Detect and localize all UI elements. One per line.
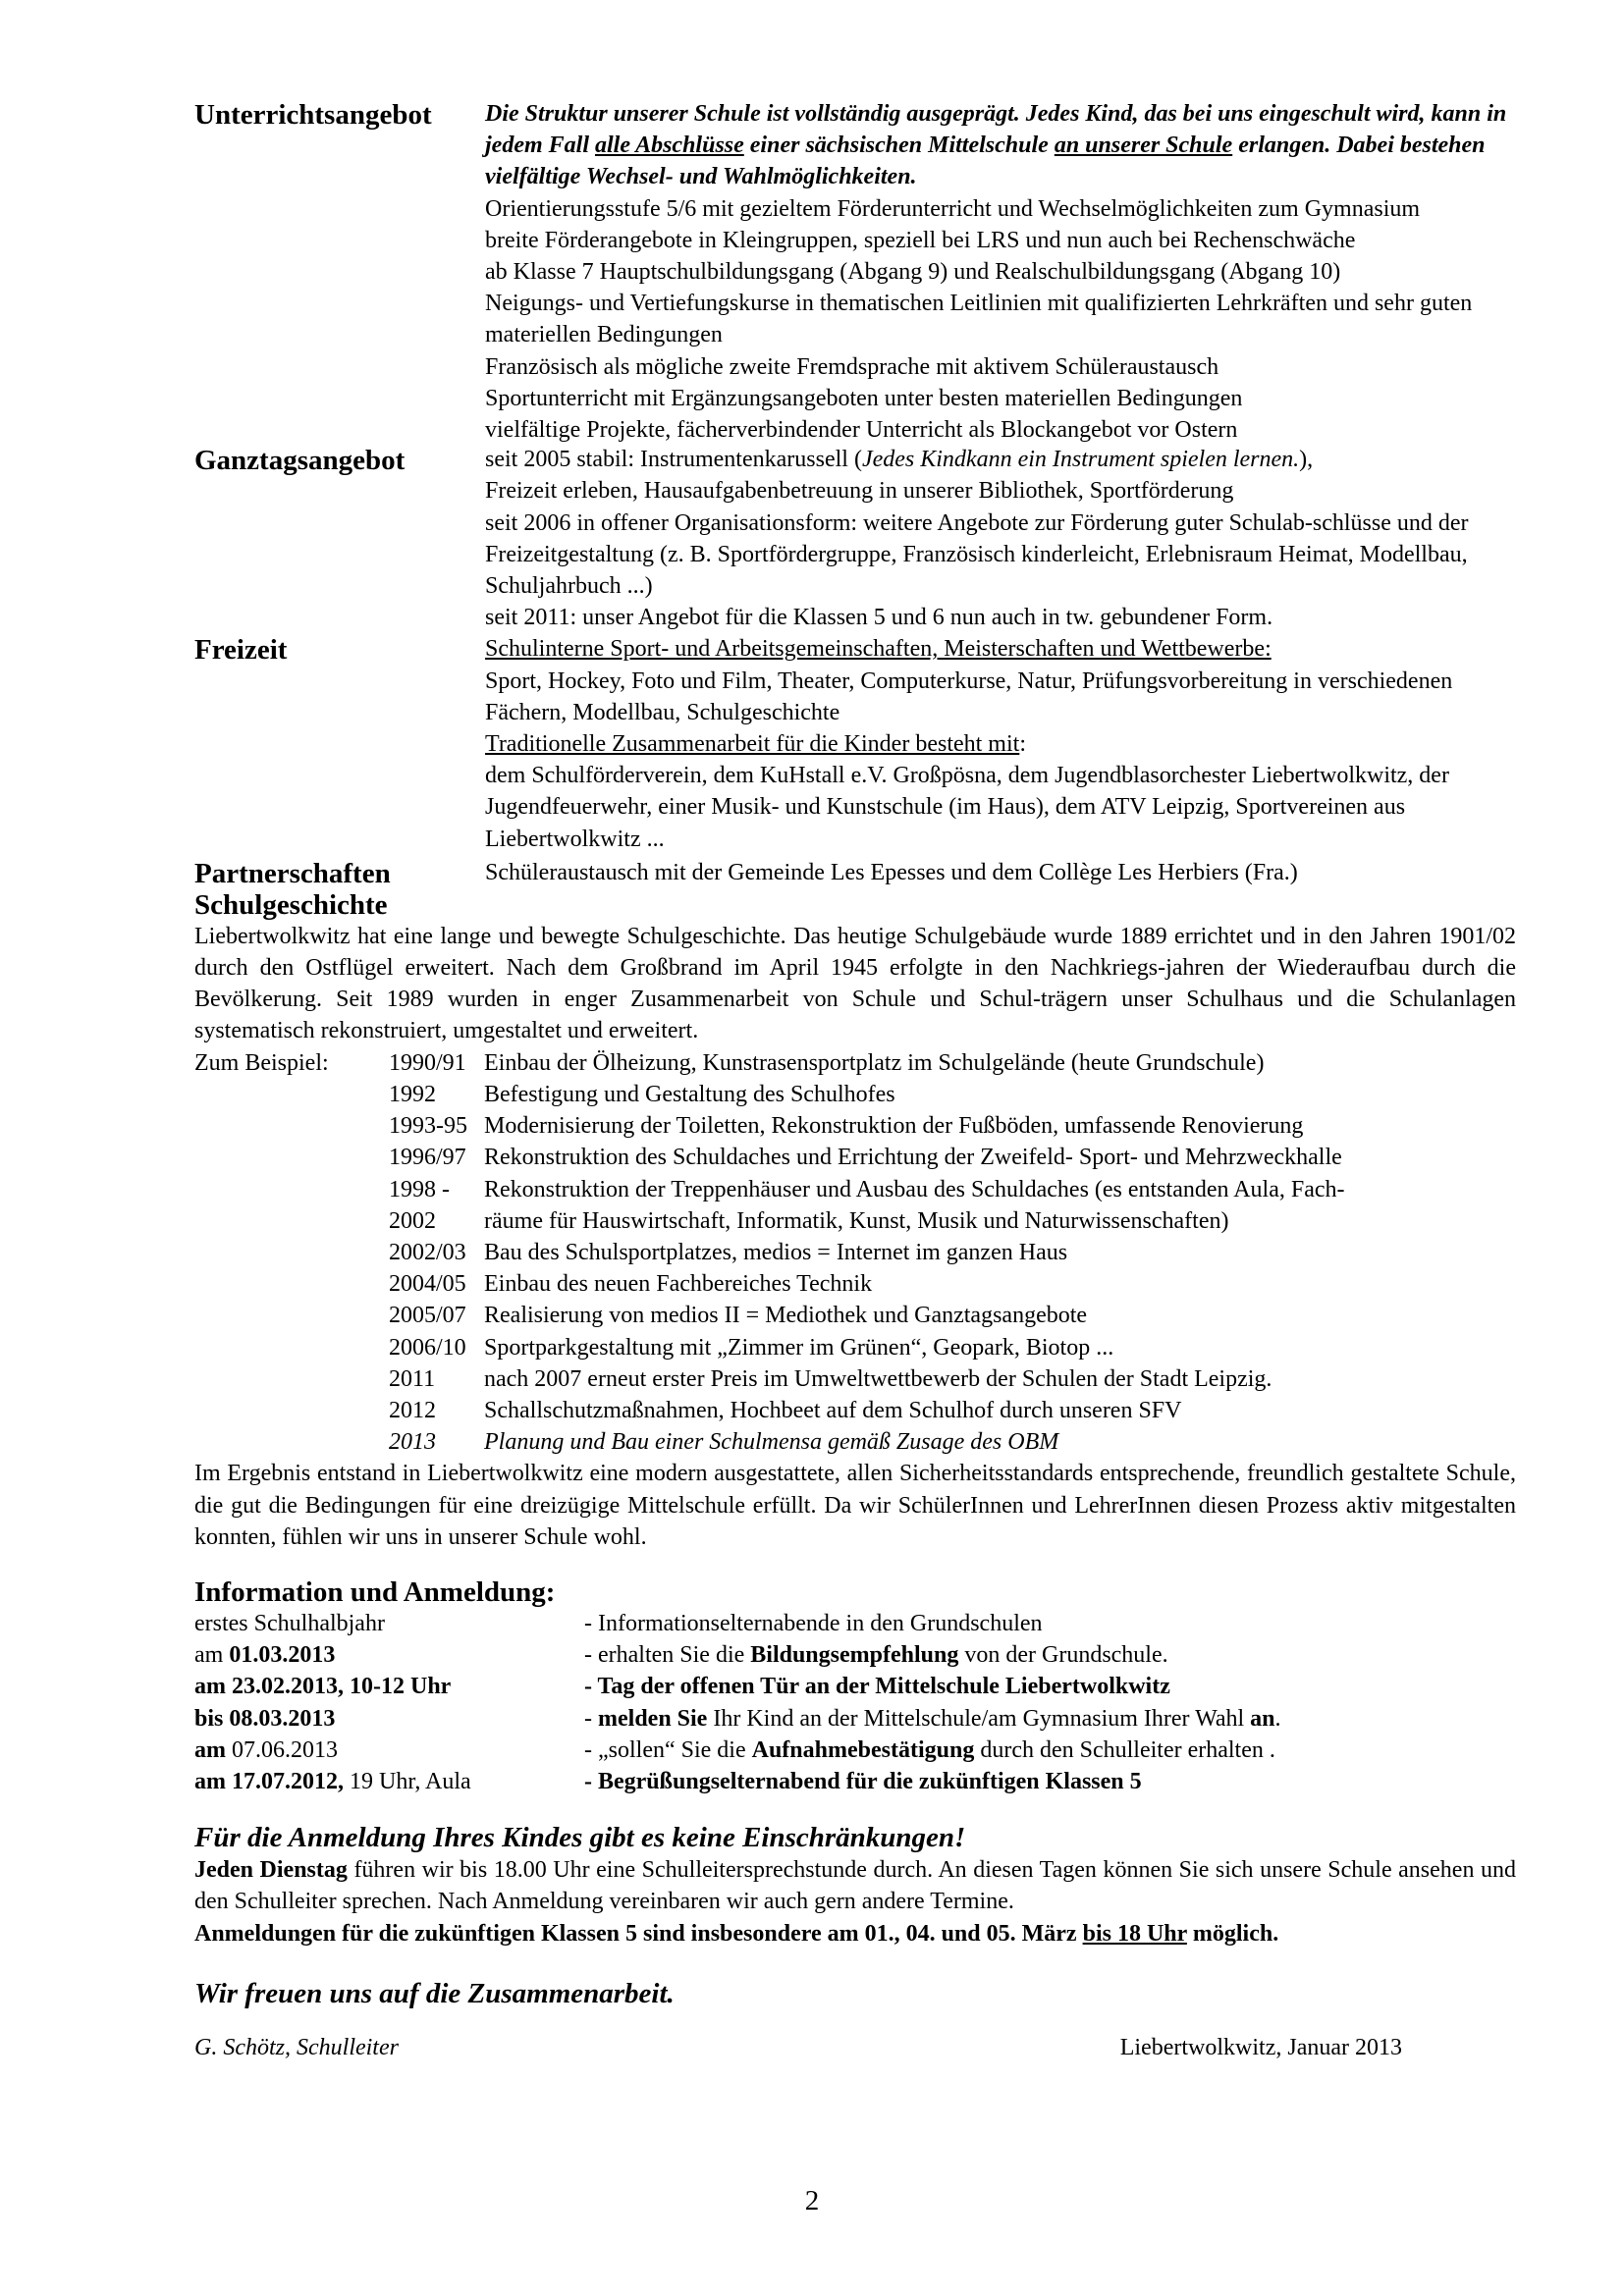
example-row bbox=[194, 1142, 1516, 1173]
anmeldung-dates bbox=[194, 1918, 1516, 1949]
info-table bbox=[194, 1608, 1516, 1797]
list-item: ab Klasse 7 Hauptschulbildungsgang (Abgang 9) und Realschulbildungsgang (Abgang 10) bbox=[485, 259, 1341, 286]
list-item: vielfältige Projekte, fächerverbindender Unterricht als Blockangebot vor Ostern bbox=[485, 417, 1238, 444]
info-text: . bbox=[1274, 1705, 1281, 1732]
intro-text: erlangen. Dabei bestehen vielfältige Wechsel- und Wahlmöglichkeiten. bbox=[485, 133, 1486, 190]
example-year: 1992 bbox=[389, 1081, 436, 1107]
list-item: Sportunterricht mit Ergänzungsangeboten unter besten materiellen Bedingungen bbox=[485, 385, 1243, 411]
info-row bbox=[194, 1639, 1516, 1671]
example-text: Schallschutzmaßnahmen, Hochbeet auf dem Schulhof durch unseren SFV bbox=[484, 1397, 1182, 1423]
example-row bbox=[194, 1268, 1516, 1300]
ganztag-italic: Jedes Kindkann ein Instrument spielen lernen. bbox=[861, 447, 1300, 473]
section-body bbox=[485, 444, 1516, 633]
example-row bbox=[194, 1047, 1516, 1079]
example-year: 1998 - bbox=[389, 1176, 450, 1202]
info-date: erstes Schulhalbjahr bbox=[194, 1610, 385, 1636]
example-row bbox=[194, 1079, 1516, 1110]
info-row bbox=[194, 1735, 1516, 1766]
info-date bbox=[194, 1639, 584, 1671]
example-spacer bbox=[194, 1110, 389, 1142]
info-desc bbox=[584, 1639, 1516, 1671]
info-row bbox=[194, 1766, 1516, 1797]
example-row bbox=[194, 1110, 1516, 1142]
freizeit-colon: : bbox=[1019, 731, 1026, 758]
example-spacer bbox=[194, 1237, 389, 1268]
signature: G. Schötz, Schulleiter bbox=[194, 2034, 399, 2060]
example-label: Zum Beispiel: bbox=[194, 1049, 329, 1076]
anmeldung-text: Anmeldungen für die zukünftigen Klassen 5 sind insbesondere am 01., 04. und 05. März bbox=[194, 1920, 1083, 1947]
info-text: - bbox=[584, 1705, 598, 1732]
example-row bbox=[194, 1363, 1516, 1395]
anmeldung-underlined: bis 18 Uhr bbox=[1082, 1920, 1187, 1947]
example-year: 2012 bbox=[389, 1397, 436, 1423]
example-year: 1996/97 bbox=[389, 1145, 466, 1171]
example-year: 2006/10 bbox=[389, 1334, 466, 1361]
example-spacer bbox=[194, 1142, 389, 1173]
example-text: Befestigung und Gestaltung des Schulhofes bbox=[484, 1081, 895, 1107]
info-desc: - Informationselternabende in den Grundschulen bbox=[584, 1610, 1043, 1636]
section-heading: Freizeit bbox=[194, 634, 288, 667]
freizeit-subheading bbox=[485, 728, 1516, 760]
section-partnerschaften bbox=[194, 857, 1516, 889]
example-row bbox=[194, 1205, 1516, 1237]
example-year: 2004/05 bbox=[389, 1271, 466, 1298]
freizeit-subheading: Schulinterne Sport- und Arbeitsgemeinschaften, Meisterschaften und Wettbewerbe: bbox=[485, 636, 1272, 663]
example-year: 1990/91 bbox=[389, 1049, 466, 1076]
examples-list bbox=[194, 1047, 1516, 1459]
section-heading: Ganztagsangebot bbox=[194, 445, 406, 477]
example-year: 2002 bbox=[389, 1207, 436, 1234]
info-date: am 23.02.2013, 10-12 Uhr bbox=[194, 1674, 452, 1700]
geschichte-paragraph: Liebertwolkwitz hat eine lange und bewegte Schulgeschichte. Das heutige Schulgebäude wurde 1889 errichtet und in den Jahren 1901/02 durch den Ostflügel erweitert. Nach dem Großbrand im April 1945 erfolgte in den Nachkriegs-jahren der Wiederaufbau durch die Bevölkerung. Seit 1989 wurden in enger Zusammenarbeit von Schule und Schul-trägern unser Schulhaus und die Schulanlagen systematisch rekonstruiert, umgestaltet und erweitert. bbox=[194, 923, 1516, 1044]
info-date bbox=[194, 1735, 584, 1766]
anmeldung-paragraph bbox=[194, 1854, 1516, 1917]
info-text: 19 Uhr, Aula bbox=[344, 1768, 471, 1794]
example-text: Modernisierung der Toiletten, Rekonstruktion der Fußböden, umfassende Renovierung bbox=[484, 1113, 1304, 1140]
info-text: - „sollen“ Sie die bbox=[584, 1736, 752, 1763]
info-date bbox=[194, 1766, 584, 1797]
example-row bbox=[194, 1237, 1516, 1268]
section-heading-schulgeschichte: Schulgeschichte bbox=[194, 888, 388, 921]
intro-text: Die Struktur unserer Schule ist vollständig ausgeprägt. Jedes Kind, das bei uns eingeschult wird, kann in jedem Fall bbox=[485, 101, 1507, 159]
info-desc bbox=[584, 1703, 1516, 1735]
info-bold: an bbox=[1250, 1705, 1275, 1732]
example-text: Planung und Bau einer Schulmensa gemäß Zusage des OBM bbox=[484, 1429, 1059, 1456]
ganztag-line: Freizeit erleben, Hausaufgabenbetreuung in unserer Bibliothek, Sportförderung bbox=[485, 478, 1234, 505]
example-year: 2011 bbox=[389, 1365, 436, 1392]
place-date: Liebertwolkwitz, Januar 2013 bbox=[1119, 2034, 1402, 2060]
info-desc: - Tag der offenen Tür an der Mittelschule Liebertwolkwitz bbox=[584, 1674, 1170, 1700]
example-year: 1993-95 bbox=[389, 1113, 467, 1140]
info-heading: Information und Anmeldung: bbox=[194, 1575, 556, 1608]
anmeldung-text: möglich. bbox=[1186, 1920, 1279, 1947]
freizeit-underlined: Traditionelle Zusammenarbeit für die Kinder besteht mit bbox=[485, 731, 1020, 758]
example-text: Einbau des neuen Fachbereiches Technik bbox=[484, 1271, 873, 1298]
section-body bbox=[485, 633, 1516, 854]
info-bold: 01.03.2013 bbox=[229, 1642, 336, 1669]
example-spacer bbox=[194, 1363, 389, 1395]
ganztag-text: seit 2005 stabil: Instrumentenkarussell ( bbox=[485, 447, 862, 473]
example-year: 2005/07 bbox=[389, 1303, 466, 1329]
example-text: räume für Hauswirtschaft, Informatik, Kunst, Musik und Naturwissenschaften) bbox=[484, 1207, 1229, 1234]
ganztag-line: seit 2011: unser Angebot für die Klassen 5 und 6 nun auch in tw. gebundener Form. bbox=[485, 605, 1273, 631]
example-text: Sportparkgestaltung mit „Zimmer im Grünen“, Geopark, Biotop ... bbox=[484, 1334, 1114, 1361]
example-text: Rekonstruktion der Treppenhäuser und Ausbau des Schuldaches (es entstanden Aula, Fach- bbox=[484, 1176, 1345, 1202]
section-body: Schüleraustausch mit der Gemeinde Les Epesses und dem Collège Les Herbiers (Fra.) bbox=[485, 859, 1298, 885]
intro-paragraph bbox=[485, 98, 1516, 193]
document-page bbox=[194, 98, 1516, 2063]
info-text: durch den Schulleiter erhalten . bbox=[974, 1736, 1275, 1763]
section-body bbox=[485, 98, 1516, 446]
example-text: Rekonstruktion des Schuldaches und Errichtung der Zweifeld- Sport- und Mehrzweckhalle bbox=[484, 1145, 1342, 1171]
info-date: bis 08.03.2013 bbox=[194, 1705, 336, 1732]
example-text: Einbau der Ölheizung, Kunstrasensportplatz im Schulgelände (heute Grundschule) bbox=[484, 1049, 1265, 1076]
example-text: Bau des Schulsportplatzes, medios = Internet im ganzen Haus bbox=[484, 1239, 1068, 1265]
example-spacer bbox=[194, 1426, 389, 1458]
info-row bbox=[194, 1608, 1516, 1639]
info-row bbox=[194, 1671, 1516, 1702]
info-bold: am bbox=[194, 1736, 226, 1763]
freizeit-text: Sport, Hockey, Foto und Film, Theater, Computerkurse, Natur, Prüfungsvorbereitung in verschiedenen Fächern, Modellbau, Schulgeschichte bbox=[485, 667, 1453, 725]
list-item: Neigungs- und Vertiefungskurse in thematischen Leitlinien mit qualifizierten Lehrkräften und sehr guten materiellen Bedingungen bbox=[485, 291, 1473, 348]
example-spacer bbox=[194, 1268, 389, 1300]
section-unterrichtsangebot bbox=[194, 98, 1516, 446]
example-text: Realisierung von medios II = Mediothek und Ganztagsangebote bbox=[484, 1303, 1088, 1329]
example-text: nach 2007 erneut erster Preis im Umweltwettbewerb der Schulen der Stadt Leipzig. bbox=[484, 1365, 1272, 1392]
section-freizeit bbox=[194, 633, 1516, 854]
example-spacer bbox=[194, 1174, 389, 1205]
anmeldung-bold: Jeden Dienstag bbox=[194, 1857, 348, 1884]
intro-underlined: alle Abschlüsse bbox=[594, 133, 744, 159]
info-text: Ihr Kind an der Mittelschule/am Gymnasium Ihrer Wahl bbox=[707, 1705, 1251, 1732]
example-row bbox=[194, 1395, 1516, 1426]
result-paragraph: Im Ergebnis entstand in Liebertwolkwitz eine modern ausgestattete, allen Sicherheitsstandards entsprechende, freundlich gestaltete Schule, die gut die Bedingungen für eine dreizügige Mittelschule erfüllt. Da wir SchülerInnen und LehrerInnen diesen Prozess aktiv mitgestalten konnten, fühlen wir uns in unserer Schule wohl. bbox=[194, 1461, 1516, 1550]
ganztag-line bbox=[485, 444, 1516, 475]
example-year: 2013 bbox=[389, 1429, 436, 1456]
example-year: 2002/03 bbox=[389, 1239, 466, 1265]
info-row bbox=[194, 1703, 1516, 1735]
list-item: Orientierungsstufe 5/6 mit gezieltem Förderunterricht und Wechselmöglichkeiten zum Gymnasium bbox=[485, 195, 1421, 222]
intro-text: einer sächsischen Mittelschule bbox=[743, 133, 1055, 159]
info-text: 07.06.2013 bbox=[226, 1736, 338, 1763]
anmeldung-text: führen wir bis 18.00 Uhr eine Schulleitersprechstunde durch. An diesen Tagen können Sie sich unsere Schule ansehen und den Schulleiter sprechen. Nach Anmeldung vereinbaren wir auch gern andere Termine. bbox=[194, 1857, 1516, 1915]
example-spacer bbox=[194, 1300, 389, 1331]
list-item: Französisch als mögliche zweite Fremdsprache mit aktivem Schüleraustausch bbox=[485, 353, 1219, 380]
section-heading: Partnerschaften bbox=[194, 857, 391, 889]
info-desc bbox=[584, 1735, 1516, 1766]
info-desc: - Begrüßungselternabend für die zukünftigen Klassen 5 bbox=[584, 1768, 1142, 1794]
section-ganztagsangebot bbox=[194, 444, 1516, 633]
info-bold: melden Sie bbox=[598, 1705, 708, 1732]
example-spacer bbox=[194, 1332, 389, 1363]
info-bold: am 17.07.2012, bbox=[194, 1768, 344, 1794]
example-row bbox=[194, 1426, 1516, 1458]
example-spacer bbox=[194, 1395, 389, 1426]
closing-line: Wir freuen uns auf die Zusammenarbeit. bbox=[194, 1977, 675, 2009]
info-text: von der Grundschule. bbox=[958, 1642, 1168, 1669]
example-row bbox=[194, 1332, 1516, 1363]
example-spacer bbox=[194, 1079, 389, 1110]
freizeit-text: dem Schulförderverein, dem KuHstall e.V. Großpösna, dem Jugendblasorchester Liebertwolkwitz, der Jugendfeuerwehr, einer Musik- und Kunstschule (im Haus), dem ATV Leipzig, Sportvereinen aus Liebertwolkwitz ... bbox=[485, 763, 1449, 852]
example-spacer bbox=[194, 1205, 389, 1237]
info-text: - erhalten Sie die bbox=[584, 1642, 751, 1669]
ganztag-text: ), bbox=[1299, 447, 1314, 473]
list-item: breite Förderangebote in Kleingruppen, speziell bei LRS und nun auch bei Rechenschwäche bbox=[485, 227, 1356, 253]
signature-row bbox=[194, 2032, 1402, 2063]
info-text: am bbox=[194, 1642, 230, 1669]
ganztag-line: seit 2006 in offener Organisationsform: weitere Angebote zur Förderung guter Schulab-schlüsse und der Freizeitgestaltung (z. B. Sportfördergruppe, Französisch kinderleicht, Erlebnisraum Heimat, Modellbau, Schuljahrbuch ...) bbox=[485, 509, 1469, 600]
intro-underlined: an unserer Schule bbox=[1054, 133, 1233, 159]
info-bold: Bildungsempfehlung bbox=[750, 1642, 959, 1669]
page-number: 2 bbox=[804, 2185, 820, 2216]
info-bold: Aufnahmebestätigung bbox=[751, 1736, 975, 1763]
example-row bbox=[194, 1174, 1516, 1205]
anmeldung-heading: Für die Anmeldung Ihres Kindes gibt es keine Einschränkungen! bbox=[194, 1822, 966, 1854]
section-heading: Unterrichtsangebot bbox=[194, 99, 432, 131]
example-row bbox=[194, 1300, 1516, 1331]
